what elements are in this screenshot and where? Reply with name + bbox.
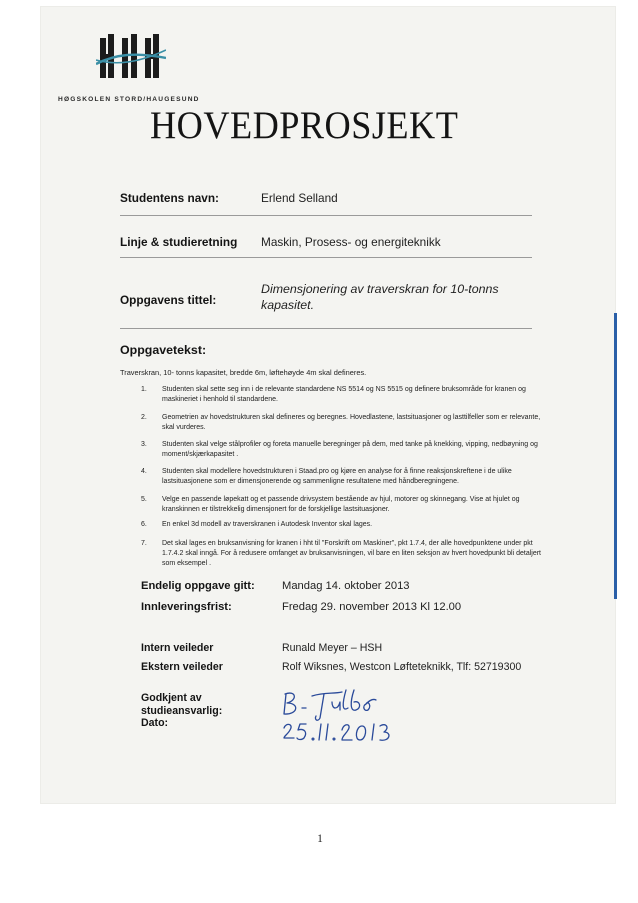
task-item-text: Geometrien av hovedstrukturen skal defineres og beregnes. Hovedlastene, lastsituasjoner og lasttilfeller som er relevante, skal vurderes.	[162, 414, 541, 431]
task-item	[141, 385, 551, 405]
school-name: HØGSKOLEN STORD/HAUGESUND	[58, 96, 200, 103]
task-item	[141, 495, 551, 515]
approval-label-line: studieansvarlig:	[141, 704, 223, 717]
deadline-value: Fredag 29. november 2013 Kl 12.00	[282, 601, 462, 613]
line-of-study-value: Maskin, Prosess- og energiteknikk	[261, 235, 441, 249]
assignment-title-label: Oppgavens tittel:	[120, 293, 217, 307]
task-item-text: Studenten skal sette seg inn i de relevante standardene NS 5514 og NS 5515 og definere bruksområde for kranen og maskineriet i henhold til standardene.	[162, 386, 526, 403]
divider	[120, 215, 532, 216]
external-supervisor-label: Ekstern veileder	[141, 661, 223, 673]
task-item-text: Studenten skal velge stålprofiler og foreta manuelle beregninger på dem, med tanke på knekking, vipping, nedbøyning og moment/skjærkapasitet .	[162, 441, 538, 458]
approval-label-line: Godkjent av	[141, 692, 202, 704]
assignment-given-label: Endelig oppgave gitt:	[141, 580, 255, 592]
hsh-logo-icon	[96, 32, 166, 82]
task-item-number: 7.	[141, 540, 147, 547]
internal-supervisor-value: Runald Meyer – HSH	[282, 642, 383, 654]
handwritten-signature	[276, 688, 406, 748]
assignment-given-value: Mandag 14. oktober 2013	[282, 580, 410, 592]
approval-label	[141, 692, 222, 730]
task-item-number: 4.	[141, 468, 147, 475]
task-item	[141, 413, 551, 433]
task-item-number: 2.	[141, 414, 147, 421]
student-name-label: Studentens navn:	[120, 191, 219, 205]
approval-label-line: Dato:	[141, 717, 169, 729]
task-item-number: 3.	[141, 441, 147, 448]
task-item-number: 5.	[141, 496, 147, 503]
task-item-text: Studenten skal modellere hovedstrukturen i Staad.pro og kjøre en analyse for å finne reaksjonskreftene i de ulike lastsituasjonene som er dimensjonerende og sammenligne resultatene med håndberegningene.	[162, 468, 512, 485]
internal-supervisor-label: Intern veileder	[141, 642, 214, 654]
student-name-value: Erlend Selland	[261, 191, 338, 205]
scan-edge-mark	[614, 313, 617, 599]
task-item	[141, 440, 551, 460]
deadline-label: Innleveringsfrist:	[141, 601, 232, 613]
task-item	[141, 539, 551, 569]
task-item	[141, 467, 551, 487]
document-title: HOVEDPROSJEKT	[150, 104, 459, 147]
task-item	[141, 520, 551, 530]
task-item-number: 6.	[141, 521, 147, 528]
assignment-title-value	[261, 281, 521, 313]
page-number: 1	[317, 833, 323, 845]
divider	[120, 328, 532, 329]
task-intro: Traverskran, 10- tonns kapasitet, bredde 6m, løftehøyde 4m skal defineres.	[120, 368, 367, 377]
external-supervisor-value: Rolf Wiksnes, Westcon Løfteteknikk, Tlf: 52719300	[282, 661, 522, 673]
assignment-title-line: Dimensjonering av traverskran for 10-tonns	[261, 282, 499, 296]
task-item-text: Velge en passende løpekatt og et passende drivsystem bestående av hjul, motorer og skinnegang. Vise at hjulet og kranskinnen er tilstrekkelig dimensjonert for de forskjellige lastsituasjoner.	[162, 496, 520, 513]
assignment-title-line: kapasitet.	[261, 298, 315, 312]
task-item-text: En enkel 3d modell av traverskranen i Autodesk Inventor skal lages.	[162, 521, 373, 528]
divider	[120, 257, 532, 258]
task-item-number: 1.	[141, 386, 147, 393]
task-heading: Oppgavetekst:	[120, 343, 207, 357]
line-of-study-label: Linje & studieretning	[120, 235, 238, 249]
task-item-text: Det skal lages en bruksanvisning for kranen i hht til "Forskrift om Maskiner", pkt 1.7.4, der alle hovedpunktene under pkt 1.7.4.2 skal inngå. For å redusere omfanget av bruksanvisningen, vil bare en liten seksjon av hvert hovedpunkt bli detaljert som eksempel .	[162, 540, 541, 567]
